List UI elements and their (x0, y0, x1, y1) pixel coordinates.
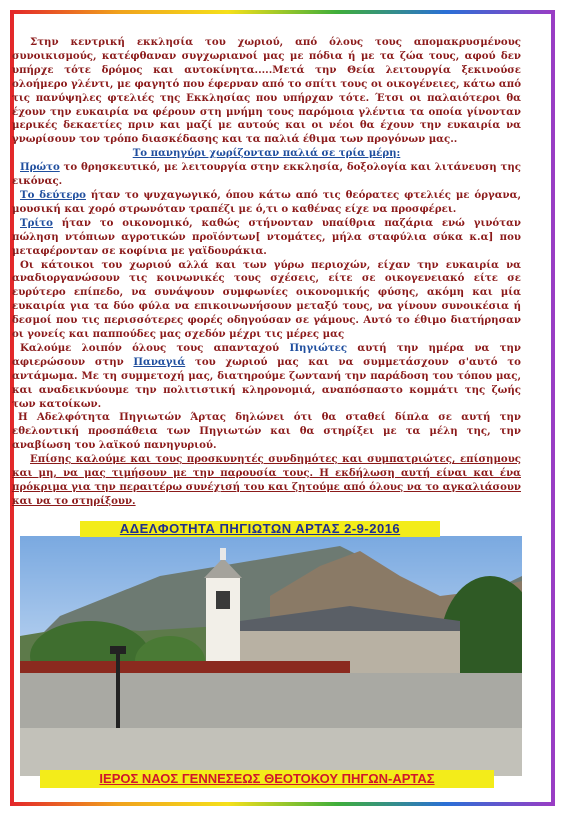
keyword-second: Το δεύτερο (20, 188, 86, 201)
keyword-panagia: Παναγιά (133, 355, 186, 368)
paragraph-villagers: Οι κάτοικοι του χωριού αλλά και των γύρω περιοχών, είχαν την ευκαιρία να αναδιοργανώσουν τις κοινωνικές τους σχέσεις, είτε σε οικογενειακό είτε σε ευρύτερο επίπεδο, να συνάψουν συμφωνίες οικονομικής φύσης, ακόμη και μία ευκαιρία για τα δύο φύλα να επικοινωνήσουν μεταξύ τους, να γίνουν συνοικέσια ή δεσμοί που τις περισσότερες φορές οδηγούσαν σε γάμους. Αυτό το έθιμο διατήρησαν οι γονείς και παππούδες μας σχεδόν μέχρι τις μέρες μας (12, 258, 521, 341)
tower-window (216, 591, 230, 609)
paragraph-first-part (12, 161, 521, 189)
church-caption-banner: ΙΕΡΟΣ ΝΑΟΣ ΓΕΝΝΕΣΕΩΣ ΘΕΟΤΟΚΟΥ ΠΗΓΩΝ-ΑΡΤΑΣ (40, 770, 494, 788)
paragraph-third-text: ήταν το οικονομικό, καθώς στήνονταν υπαίθρια παζάρια ενώ γινόταν πώληση ντόπιων αγροτικών προϊόντων[ ντομάτες, μήλα σταφύλια σύκα κ.α] που μεταφέρονταν σε κοφίνια με γαϊδουράκια. (12, 216, 521, 257)
paragraph-second-part (12, 189, 521, 217)
paragraph-invitation (12, 342, 521, 412)
paragraph-brotherhood: Η Αδελφότητα Πηγιωτών Άρτας δηλώνει ότι θα σταθεί δίπλα σε αυτή την εθελοντική προσπάθεια των Πηγιωτών και θα στηρίξει με τα μέλη της, την αναβίωση του λαϊκού πανηγυριού. (12, 411, 521, 452)
church-photo (20, 536, 522, 776)
lamp-head (110, 646, 126, 654)
invitation-text-a: Καλούμε λοιπόν όλους τους απανταχού (20, 341, 290, 354)
article-body (12, 36, 521, 509)
cross-icon (220, 548, 226, 560)
invitation-text-c: του χωριού μας και να συμμετάσχουν σ'αυτό το αντάμωμα. Με τη συμμετοχή μας, διατηρούμε ζωντανή την παράδοση του τόπου μας, και αναδεικνύουμε την πολιτιστική κληρονομιά, αναπόσπαστο κομμάτι της ζωής των κατοίκων. (12, 355, 521, 410)
keyword-first: Πρώτο (20, 161, 60, 174)
lamp-post (116, 651, 120, 728)
section-heading: Το πανηγύρι χωρίζονταν παλιά σε τρία μέρη: (132, 147, 401, 160)
church-illustration (20, 536, 522, 776)
keyword-third: Τρίτο (20, 216, 53, 229)
paragraph-third-part (12, 217, 521, 259)
paragraph-first-text: το θρησκευτικό, με λειτουργία στην εκκλησία, δοξολογία και λιτάνευση της εικόνας. (12, 161, 521, 188)
paragraph-second-text: ήταν το ψυχαγωγικό, όπου κάτω από τις θεόρατες φτελιές με όργανα, μουσική και χορό στρωνόταν τραπέζι με ό,τι ο καθένας είχε να προσφέρει. (12, 188, 521, 215)
paragraph-closing: Επίσης καλούμε και τους προσκυνητές συνδημότες και συμπατριώτες, επίσημους και μη, να μας τιμήσουν με την παρουσία τους. Η εκδήλωση αυτή είναι και ένα πρόκριμα για την περαιτέρω συνέχισή του και ζητούμε από όλους να το αγκαλιάσουν και να το στηρίξουν. (12, 453, 521, 507)
keyword-pigiotes: Πηγιώτες (289, 341, 348, 354)
paragraph-intro: Στην κεντρική εκκλησία του χωριού, από όλους τους απομακρυσμένους συνοικισμούς, κατέφθαναν συγχωριανοί μας με πόδια ή με τα ζώα τους, αφού δεν υπήρχε τότε δρόμος και αυτοκίνητα.....Μετά την Θεία λειτουργία ξεκινούσε ολοήμερο γλέντι, με φαγητό που έφερναν από το σπίτι τους οι οικογένειες, κάτω από τις πανύψηλες φτελιές της Εκκλησίας που υπήρχαν τότε. Έτσι οι παλαιότεροι θα έχουν την ευκαιρία να φέρουν στη μνήμη τους παρόμοια γλέντια τα οποία γίνονταν μερικές δεκαετίες πριν και μαζί με αυτούς και οι νέοι θα έχουν την ευκαιρία να γνωρίσουν τον τρόπο διασκέδασης και τα παλιά έθιμα των προγόνων μας.. (12, 36, 521, 146)
stone-pavement (20, 728, 522, 776)
stone-wall (20, 673, 522, 728)
invitation-text-b: αυτή την ημέρα να την αφιερώσουν στην (12, 341, 521, 368)
red-railing (20, 661, 350, 673)
brotherhood-banner: ΑΔΕΛΦΟΤΗΤΑ ΠΗΓΙΩΤΩΝ ΑΡΤΑΣ 2-9-2016 (80, 521, 440, 537)
